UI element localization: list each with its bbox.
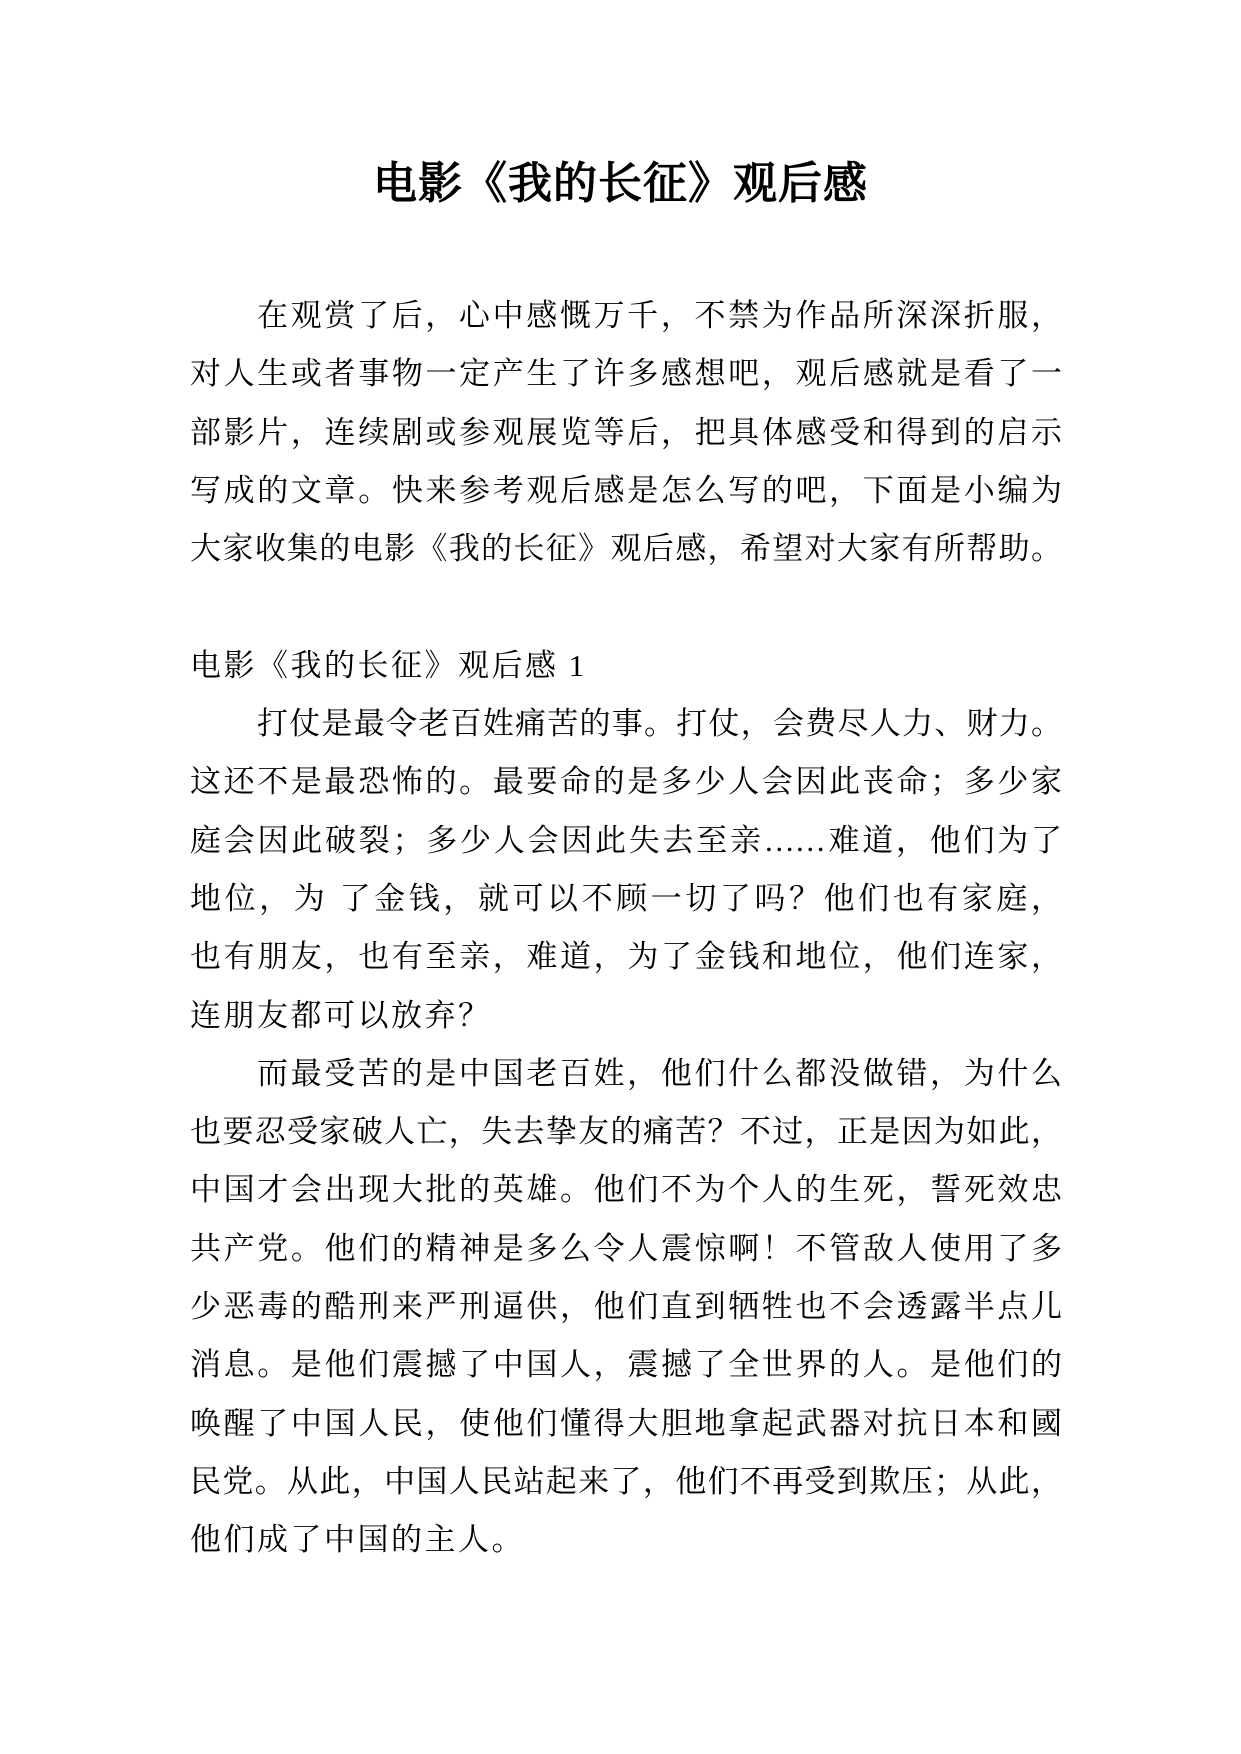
text-line: 而最受苦的是中国老百姓，他们什么都没做错，为什么 [257, 1055, 1062, 1091]
text-line: 共产党。他们的精神是多么令人震惊啊！不管敌人使用了多 [190, 1230, 1062, 1266]
text-line: 也有朋友，也有至亲，难道，为了金钱和地位，他们连家， [190, 939, 1062, 975]
text-line: 写成的文章。快来参考观后感是怎么写的吧，下面是小编为 [190, 472, 1062, 508]
text-line: 对人生或者事物一定产生了许多感想吧，观后感就是看了一 [190, 356, 1062, 392]
text-line: 打仗是最令老百姓痛苦的事。打仗，会费尽人力、财力。 [257, 706, 1062, 742]
text-line: 少恶毒的酷刑来严刑逼供，他们直到牺牲也不会透露半点儿 [190, 1289, 1062, 1325]
text-line: 在观赏了后，心中感慨万千，不禁为作品所深深折服， [257, 298, 1062, 333]
text-line: 中国才会出现大批的英雄。他们不为个人的生死，誓死效忠 [190, 1172, 1062, 1208]
text-line: 这还不是最恐怖的。最要命的是多少人会因此丧命；多少家 [190, 764, 1062, 800]
text-line: 消息。是他们震撼了中国人，震撼了全世界的人。是他们的 [190, 1347, 1062, 1383]
document-body [190, 287, 1062, 1570]
paragraph-spacer [190, 578, 1062, 636]
text-line: 部影片，连续剧或参观展览等后，把具体感受和得到的启示 [190, 414, 1062, 450]
text-line: 也要忍受家破人亡，失去挚友的痛苦？不过，正是因为如此， [190, 1114, 1062, 1150]
text-line: 地位，为 了金钱，就可以不顾一切了吗？他们也有家庭， [190, 880, 1062, 916]
section-heading: 电影《我的长征》观后感 1 [190, 647, 587, 683]
document-title: 电影《我的长征》观后感 [373, 159, 868, 208]
text-line: 庭会因此破裂；多少人会因此失去至亲……难道，他们为了 [190, 822, 1062, 858]
body-paragraph [190, 695, 1062, 1045]
intro-paragraph [190, 287, 1062, 578]
text-line: 民党。从此，中国人民站起来了，他们不再受到欺压；从此， [190, 1463, 1062, 1499]
text-line: 大家收集的电影《我的长征》观后感，希望对大家有所帮助。 [190, 531, 1062, 567]
text-line: 唤醒了中国人民，使他们懂得大胆地拿起武器对抗日本和國 [190, 1405, 1062, 1441]
text-line: 他们成了中国的主人。 [190, 1522, 525, 1558]
text-line: 连朋友都可以放弃？ [190, 997, 492, 1033]
body-paragraph [190, 1045, 1062, 1570]
